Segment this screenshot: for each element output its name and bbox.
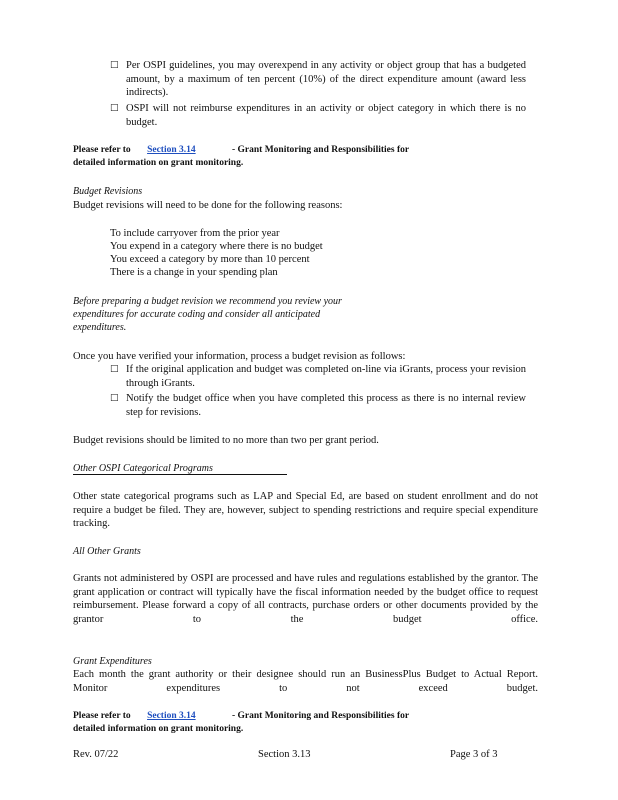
bullet-text: If the original application and budget was completed on-line via iGrants, process your revision through iGrants. [126,364,526,389]
bullet-igrants [110,363,530,391]
all-other-grants-heading: All Other Grants [73,546,141,557]
bullet-box-icon: □ [110,103,119,113]
reference-line-1 [73,144,538,158]
bullet-box-icon: □ [110,60,119,70]
before-preparing-line1: Before preparing a budget revision we recommend you review your [73,296,342,307]
bullet-text: Per OSPI guidelines, you may overexpend in any activity or object group that has a budgeted amount, by a maximum of ten percent (10%) of the direct expenditure amount (award less indirects). [126,60,526,98]
revisions-limit-text: Budget revisions should be limited to no more than two per grant period. [73,435,379,446]
before-preparing-line2: expenditures for accurate coding and consider all anticipated [73,309,321,320]
bullet-text: Notify the budget office when you have completed this process as there is no internal review step for revisions. [126,393,526,418]
bullet-direct-expenditure [110,59,530,99]
ref-suffix: - Grant Monitoring and Responsibilities for [232,711,410,721]
ref-prefix: Please refer to [73,145,131,155]
other-categorical-heading: Other OSPI Categorical Programs [73,463,213,474]
reason-exceed: You exceed a category by more than 10 percent [110,254,310,265]
budget-revisions-intro: Budget revisions will need to be done for the following reasons: [73,200,343,211]
reason-carryover: To include carryover from the prior year [110,228,280,239]
footer-section: Section 3.13 [258,749,311,760]
heading-underline [73,474,287,475]
ref-suffix: - Grant Monitoring and Responsibilities for [232,145,410,155]
budget-revisions-heading: Budget Revisions [73,186,143,197]
reference-line-2-cont: detailed information on grant monitoring. [73,724,244,734]
reason-plan-change: There is a change in your spending plan [110,267,278,278]
section-3-14-link[interactable]: Section 3.14 [147,145,196,155]
section-3-14-link[interactable]: Section 3.14 [147,711,196,721]
bullet-text: OSPI will not reimburse expenditures in an activity or object category in which there is no budget. [126,103,526,128]
once-verified-text: Once you have verified your information, process a budget revision as follows: [73,351,406,362]
before-preparing-line3: expenditures. [73,322,127,333]
reason-no-budget: You expend in a category where there is no budget [110,241,323,252]
bullet-no-reimburse [110,102,530,130]
bullet-box-icon: □ [110,364,119,374]
footer-page: Page 3 of 3 [450,749,498,760]
bullet-box-icon: □ [110,393,119,403]
reference-line-1-cont: detailed information on grant monitoring. [73,158,244,168]
bullet-notify [110,392,530,420]
ref-prefix: Please refer to [73,711,131,721]
other-categorical-body: Other state categorical programs such as LAP and Special Ed, are based on student enrollment and do not require a budget be filed. They are, however, subject to spending restrictions and require special expenditure tracking. [73,491,538,529]
grant-expenditures-body: Each month the grant authority or their designee should run an BusinessPlus Budget to Actual Report. Monitor expenditures to not exceed budget. [73,669,538,694]
grant-expenditures-heading: Grant Expenditures [73,656,152,667]
all-other-grants-body: Grants not administered by OSPI are processed and have rules and regulations established by the grantor. The grant application or contract will typically have the fiscal information needed by the budget office to request reimbursement. Please forward a copy of all contracts, purchase orders or other documents provided by the grantor to the budget office. [73,573,538,625]
footer-revision: Rev. 07/22 [73,749,119,760]
reference-line-2 [73,710,538,724]
